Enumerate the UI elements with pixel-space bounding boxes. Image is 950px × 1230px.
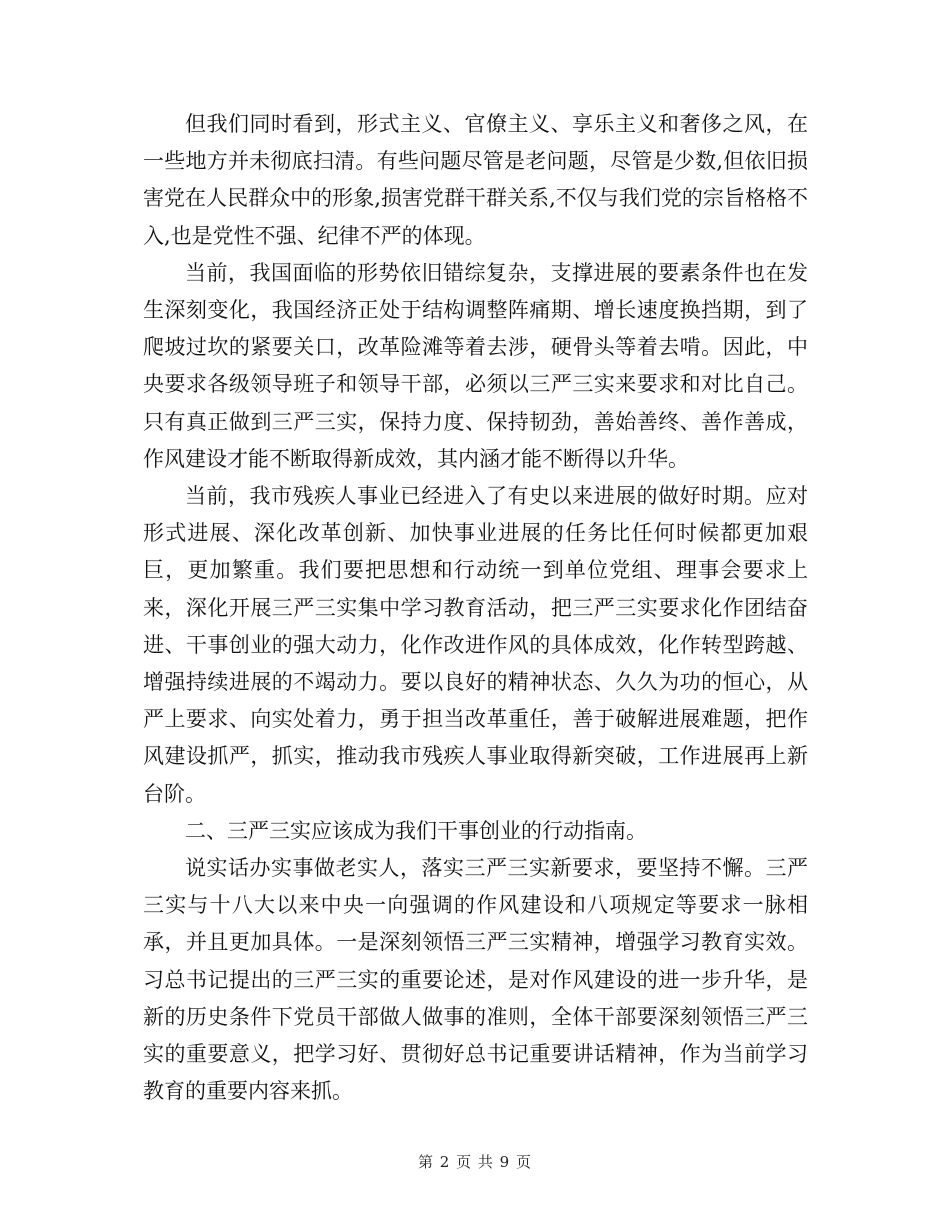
paragraph-5: 说实话办实事做老实人，落实三严三实新要求，要坚持不懈。三严三实与十八大以来中央一向强调的作风建设和八项规定等要求一脉相承，并且更加具体。一是深刻领悟三严三实精神，增强学习教育实效。习总书记提出的三严三实的重要论述，是对作风建设的进一步升华，是新的历史条件下党员干部做人做事的准则，全体干部要深刻领悟三严三实的重要意义，把学习好、贯彻好总书记重要讲话精神，作为当前学习教育的重要内容来抓。 xyxy=(143,856,808,1104)
paragraph-3: 当前，我市残疾人事业已经进入了有史以来进展的做好时期。应对形式进展、深化改革创新、加快事业进展的任务比任何时候都更加艰巨，更加繁重。我们要把思想和行动统一到单位党组、理事会要求上来，深化开展三严三实集中学习教育活动，把三严三实要求化作团结奋进、干事创业的强大动力，化作改进作风的具体成效，化作转型跨越、增强持续进展的不竭动力。要以良好的精神状态、久久为功的恒心，从严上要求、向实处着力，勇于担当改革重任，善于破解进展难题，把作风建设抓严，抓实，推动我市残疾人事业取得新突破，工作进展再上新台阶。 xyxy=(143,484,808,806)
page-number-footer: 第 2 页 共 9 页 xyxy=(418,1153,532,1171)
paragraph-2: 当前，我国面临的形势依旧错综复杂，支撑进展的要素条件也在发生深刻变化，我国经济正处于结构调整阵痛期、增长速度换挡期，到了爬坡过坎的紧要关口，改革险滩等着去涉，硬骨头等着去啃。因此，中央要求各级领导班子和领导干部，必须以三严三实来要求和对比自己。只有真正做到三严三实，保持力度、保持韧劲，善始善终、善作善成，作风建设才能不断取得新成效，其内涵才能不断得以升华。 xyxy=(143,260,808,471)
document-body xyxy=(143,106,808,1110)
section-heading: 二、三严三实应该成为我们干事创业的行动指南。 xyxy=(185,818,647,843)
paragraph-1: 但我们同时看到，形式主义、官僚主义、享乐主义和奢侈之风，在一些地方并未彻底扫清。有些问题尽管是老问题，尽管是少数,但依旧损害党在人民群众中的形象,损害党群干群关系,不仅与我们党的宗旨格格不入,也是党性不强、纪律不严的体现。 xyxy=(143,112,808,248)
